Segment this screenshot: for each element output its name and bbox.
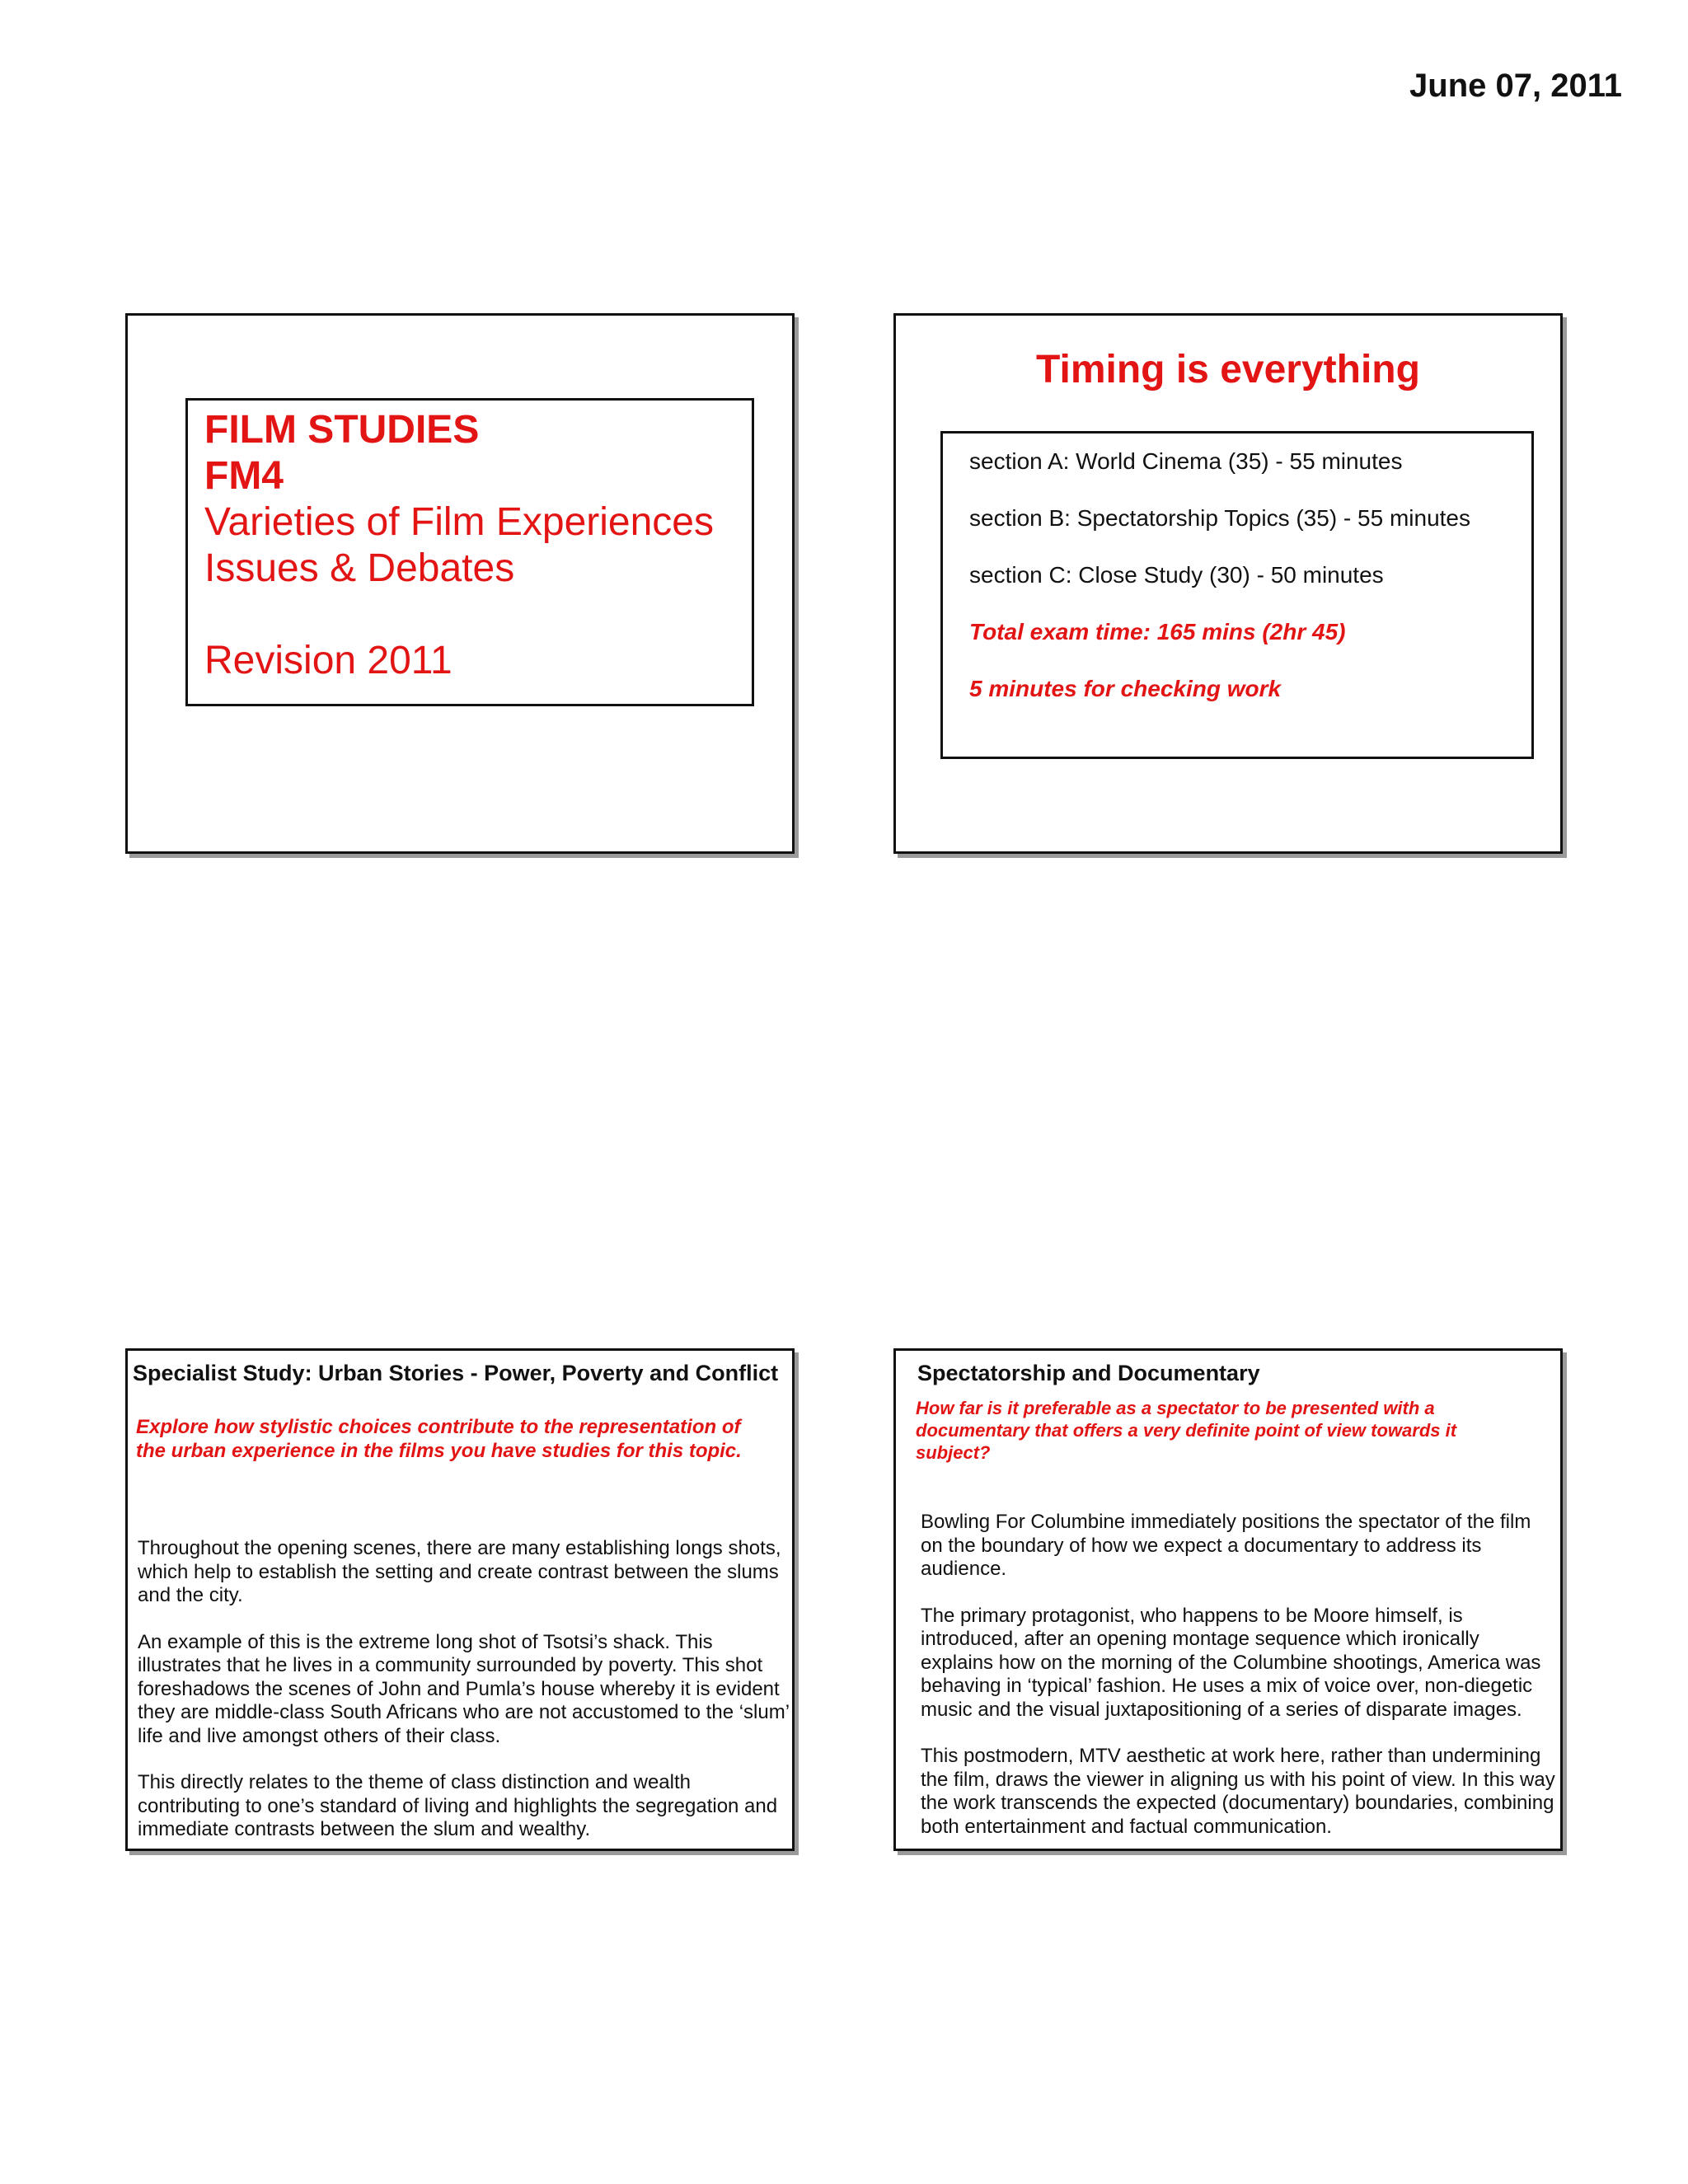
timing-box	[940, 431, 1534, 759]
slide-specialist-study	[125, 1348, 795, 1851]
answer-body	[921, 1511, 1557, 1862]
checking-time: 5 minutes for checking work	[969, 676, 1282, 701]
total-exam-time: Total exam time: 165 mins (2hr 45)	[969, 619, 1346, 644]
section-c-timing: section C: Close Study (30) - 50 minutes	[969, 562, 1384, 588]
section-b-timing: section B: Spectatorship Topics (35) - 55 minutes	[969, 505, 1471, 531]
course-title: FILM STUDIES	[204, 408, 480, 452]
slide-heading: Timing is everything	[1036, 348, 1420, 391]
revision-label: Revision 2011	[204, 639, 452, 682]
section-a-timing: section A: World Cinema (35) - 55 minutes	[969, 448, 1403, 474]
slide-heading: Spectatorship and Documentary	[917, 1361, 1260, 1385]
answer-body	[138, 1537, 790, 1865]
unit-code: FM4	[204, 454, 284, 498]
slide-timing	[893, 313, 1563, 854]
answer-paragraph: The primary protagonist, who happens to be Moore himself, is introduced, after an opening montage sequence which ironically explains how on the morning of the Columbine shootings, America was behaving in ‘typical’ fashion. He uses a mix of voice over, non-diegetic music and the visual juxtapositioning of a series of disparate images.	[921, 1604, 1541, 1721]
answer-paragraph: This directly relates to the theme of class distinction and wealth contributing to one’s standard of living and highlights the segregation and immediate contrasts between the slum and wealthy.	[138, 1771, 778, 1840]
title-box	[185, 398, 754, 706]
exam-question: Explore how stylistic choices contribute to the representation of the urban experience in the films you have studies for this topic.	[136, 1416, 742, 1462]
answer-paragraph: An example of this is the extreme long shot of Tsotsi’s shack. This illustrates that he lives in a community surrounded by poverty. This shot foreshadows the scenes of John and Pumla’s house whereby it is evident they are middle-class South Africans who are not accustomed to the ‘slum’ life and live amongst others of their class.	[138, 1630, 790, 1747]
answer-paragraph: Bowling For Columbine immediately positions the spectator of the film on the boundary of how we expect a documentary to address its audience.	[921, 1511, 1531, 1580]
answer-paragraph: Throughout the opening scenes, there are many establishing longs shots, which help to establish the setting and create contrast between the slums and the city.	[138, 1537, 781, 1606]
answer-paragraph: This postmodern, MTV aesthetic at work here, rather than undermining the film, draws the viewer in aligning us with his point of view. In this way the work transcends the expected (documentary) boundaries, combining both entertainment and factual communication.	[921, 1745, 1555, 1838]
unit-subtitle: Varieties of Film Experiences	[204, 500, 714, 544]
slide-spectatorship	[893, 1348, 1563, 1851]
unit-subtitle-2: Issues & Debates	[204, 546, 515, 590]
exam-question: How far is it preferable as a spectator to be presented with a documentary that offers a very definite point of view towards it subject?	[916, 1398, 1457, 1463]
page-date: June 07, 2011	[1409, 68, 1622, 104]
slide-title	[125, 313, 795, 854]
slide-heading: Specialist Study: Urban Stories - Power, Poverty and Conflict	[133, 1361, 779, 1385]
